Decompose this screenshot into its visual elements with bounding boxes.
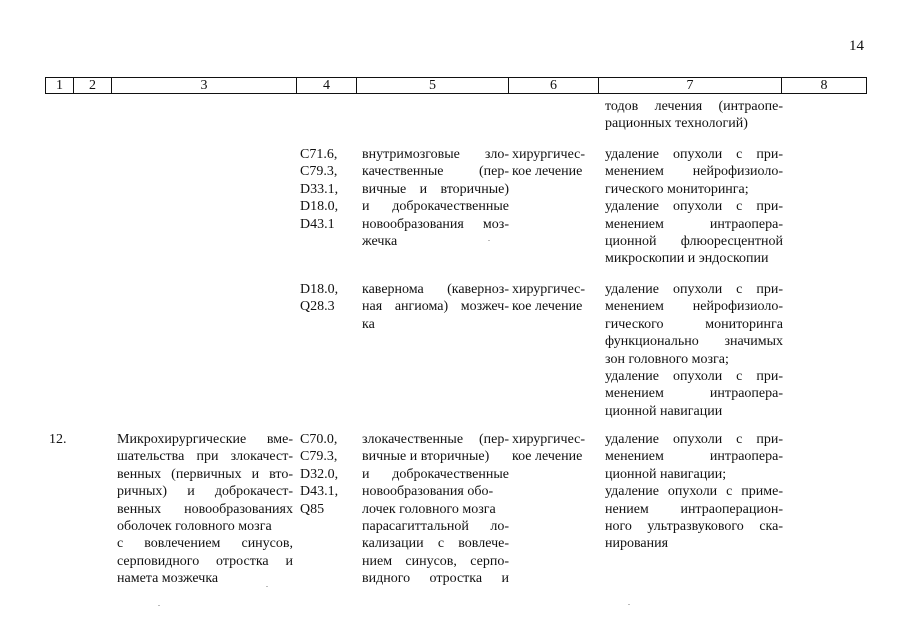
name-line: оболочек головного мозга [117,519,272,535]
code-line: C79.3, [300,449,338,465]
treatment-line: кое лечение [512,299,583,315]
code-line: D18.0, [300,282,339,297]
row-number: 12. [49,432,67,447]
model-line: кавернома (кавернoз- [362,282,509,297]
method-line: микроскопии и эндоскопии [605,251,769,267]
method-line: тодов лечения (интраопе- [605,99,783,114]
method-line: менением интраопера- [605,216,783,232]
model-line: ная ангиома) мозжеч- [362,299,509,315]
diagnosis-codes-cell [300,281,355,316]
patient-model-cell [362,281,509,333]
code-line: C79.3, [300,164,338,180]
code-line: C71.6, [300,147,338,162]
treatment-method-cell [605,146,783,268]
intervention-name-cell [117,431,293,588]
method-line: гического мониторинга [605,316,783,332]
model-line: и доброкачественные [362,466,509,482]
model-line: вичные и вторичные) [362,181,509,197]
method-line: нирования [605,536,669,552]
treatment-line: хирургичес- [512,432,586,447]
scan-speck [266,586,268,587]
scan-speck [158,605,160,606]
model-line: парасагиттальной ло- [362,519,509,535]
name-line: венных (первичных и вто- [117,466,293,482]
code-line: C70.0, [300,432,338,447]
treatment-line: кое лечение [512,449,583,465]
treatment-type-cell [512,146,596,181]
model-line: качественные (пер- [362,164,509,180]
scan-speck [488,240,490,241]
code-line: Q28.3 [300,299,335,315]
column-number-7: 7 [599,78,782,94]
method-line: менением нейрофизиоло- [605,299,783,315]
column-number-2: 2 [74,78,112,94]
scan-speck [628,604,630,605]
code-line: D18.0, [300,199,339,215]
method-line: гического мониторинга; [605,181,749,197]
method-line: нением интраоперацион- [605,501,783,517]
model-line: жечка [362,234,398,250]
method-line: менением интраопера- [605,449,783,465]
method-line: удаление опухоли с приме- [605,484,783,500]
model-line: новообразования обо- [362,484,494,500]
page-number: 14 [849,38,864,54]
patient-model-cell [362,431,509,588]
method-line: удаление опухоли с при- [605,432,783,447]
treatment-method-cell [605,281,783,420]
model-line: вичные и вторичные) [362,449,490,465]
code-line: D43.1, [300,484,339,500]
model-line: и доброкачественные [362,199,509,215]
column-number-5: 5 [357,78,509,94]
model-line: нием синусов, серпо- [362,553,509,569]
patient-model-cell [362,146,509,250]
model-line: кализации с вовлече- [362,536,509,552]
diagnosis-codes-cell [300,431,355,518]
method-line: рационных технологий) [605,116,748,132]
name-line: с вовлечением синусов, [117,536,293,552]
method-line: функционально значимых [605,334,783,350]
treatment-method-cell [605,431,783,553]
code-line: Q85 [300,501,325,517]
model-line: новообразования моз- [362,216,509,232]
diagnosis-codes-cell [300,146,355,233]
name-line: ричных) и доброкачест- [117,484,293,500]
method-line: ционной флюоресцентной [605,234,783,250]
code-line: D33.1, [300,181,339,197]
name-line: Микрохирургические вме- [117,432,293,447]
method-line: удаление опухоли с при- [605,199,783,215]
treatment-line: кое лечение [512,164,583,180]
method-line: ционной навигации; [605,466,727,482]
method-line: удаление опухоли с при- [605,147,783,162]
model-line: внутримозговые зло- [362,147,509,162]
code-line: D32.0, [300,466,339,482]
treatment-type-cell [512,281,596,316]
row-number-cell [49,431,89,448]
method-line: удаление опухоли с при- [605,282,783,297]
column-number-6: 6 [509,78,599,94]
name-line: намета мозжечка [117,571,219,587]
treatment-line: хирургичес- [512,147,586,162]
method-line: зон головного мозга; [605,351,729,367]
treatment-line: хирургичес- [512,282,586,297]
column-number-header [45,77,867,94]
continuation-method-cell [605,98,783,133]
column-number-8: 8 [782,78,867,94]
model-line: лочек головного мозга [362,501,496,517]
column-number-4: 4 [297,78,357,94]
treatment-type-cell [512,431,596,466]
column-number-1: 1 [46,78,74,94]
name-line: венных новообразованиях [117,501,293,517]
name-line: серповидного отростка и [117,553,293,569]
model-line: видного отростка и [362,571,509,587]
method-line: менением нейрофизиоло- [605,164,783,180]
model-line: злокачественные (пер- [362,432,509,447]
method-line: удаление опухоли с при- [605,369,783,385]
method-line: ционной навигации [605,403,723,419]
model-line: ка [362,316,375,332]
column-number-3: 3 [112,78,297,94]
method-line: менением интраопера- [605,386,783,402]
method-line: ного ультразвукового ска- [605,519,783,535]
name-line: шательства при злокачест- [117,449,293,465]
code-line: D43.1 [300,216,335,232]
